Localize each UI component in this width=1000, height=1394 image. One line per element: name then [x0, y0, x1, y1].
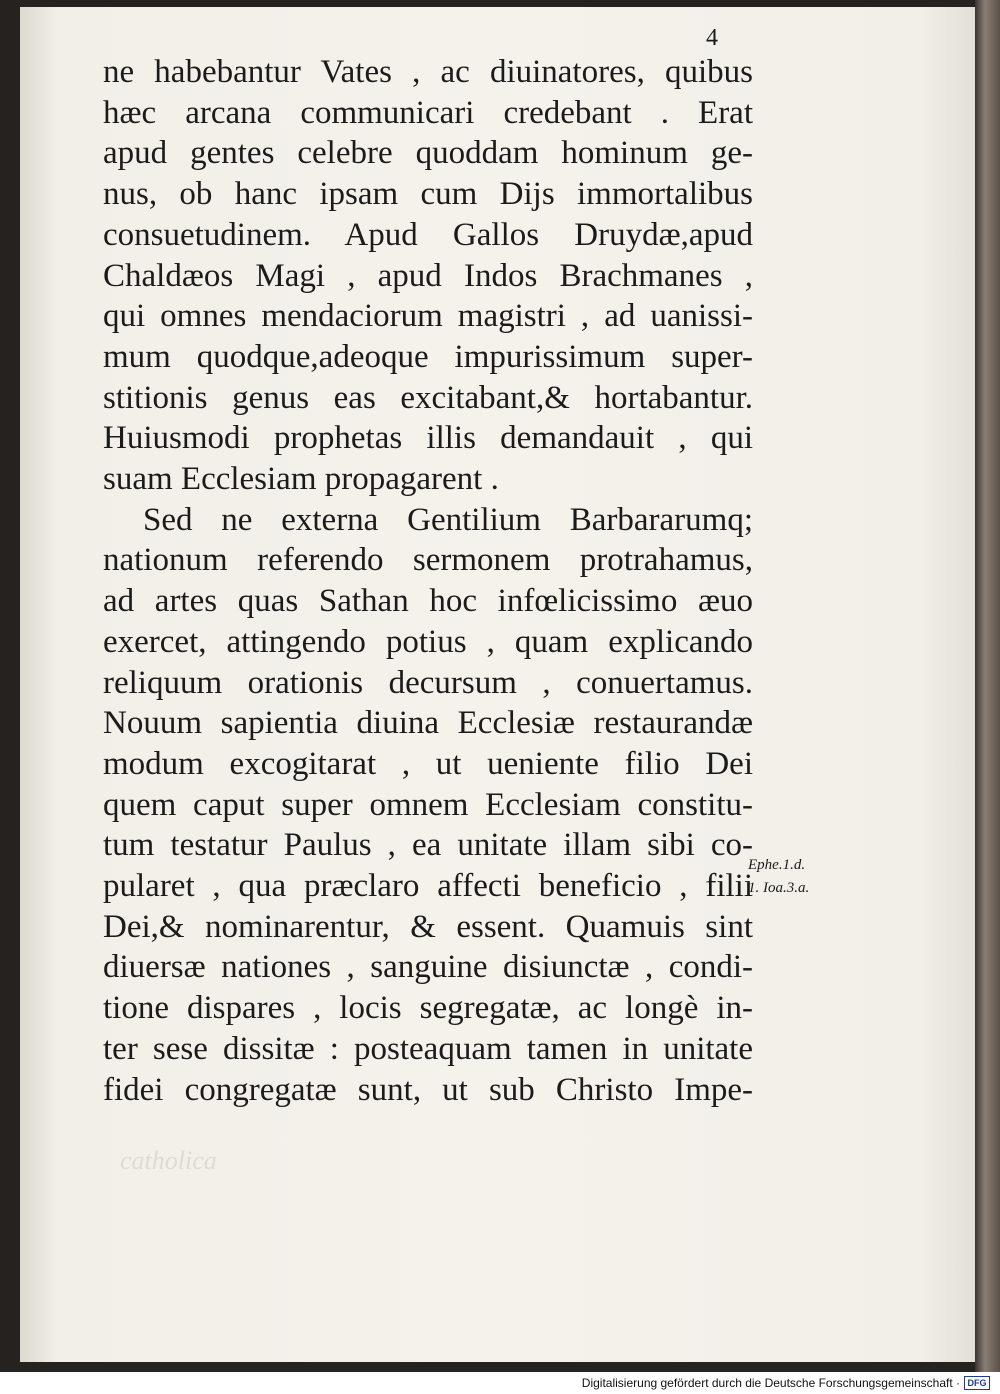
text-line: Dei,& nominarentur, & essent. Quamuis sint [103, 908, 753, 945]
text-line: Huiusmodi prophetas illis demandauit , qui [103, 420, 753, 457]
text-line: tione dispares , locis segregatæ, ac longè in- [103, 990, 753, 1027]
text-line: nationum referendo sermonem protrahamus, [103, 542, 753, 579]
text-line: ne habebantur Vates , ac diuinatores, quibus [103, 54, 753, 90]
text-line: modum excogitarat , ut ueniente filio Dei [103, 745, 753, 782]
text-line: mum quodque,adeoque impurissimum super- [103, 338, 753, 375]
text-line: hæc arcana communicari credebant . Erat [103, 94, 753, 131]
text-line: fidei congregatæ sunt, ut sub Christo Impe- [103, 1071, 753, 1108]
body-text [103, 52, 753, 1110]
show-through-text: catholica [120, 1146, 217, 1175]
text-line: qui omnes mendaciorum magistri , ad uanissi- [103, 298, 753, 335]
text-line: reliquum orationis decursum , conuertamus. [103, 664, 753, 701]
text-line: nus, ob hanc ipsam cum Dijs immortalibus [103, 176, 753, 213]
text-line: Nouum sapientia diuina Ecclesiæ restaurandæ [103, 705, 753, 742]
text-line: diuersæ nationes , sanguine disiunctæ , condi- [103, 949, 753, 986]
text-line: ad artes quas Sathan hoc infœlicissimo æuo [103, 583, 753, 620]
book-edge [975, 0, 1000, 1372]
text-line: pularet , qua præclaro affecti beneficio , filii [103, 868, 753, 905]
text-line: stitionis genus eas excitabant,& hortabantur. [103, 379, 753, 416]
text-line: suam Ecclesiam propagarent . [103, 461, 499, 498]
text-line: ter sese dissitæ : posteaquam tamen in unitate [103, 1030, 753, 1067]
marginal-note: 1. Ioa.3.a. [748, 880, 810, 896]
dfg-logo: DFG [964, 1376, 990, 1390]
text-line: Chaldæos Magi , apud Indos Brachmanes , [103, 257, 753, 294]
text-line: apud gentes celebre quoddam hominum ge- [103, 135, 753, 172]
text-line: exercet, attingendo potius , quam explicando [103, 623, 753, 660]
digitization-credit: Digitalisierung gefördert durch die Deutsche Forschungsgemeinschaft · [581, 1376, 960, 1390]
text-line: consuetudinem. Apud Gallos Druydæ,apud [103, 216, 753, 253]
marginal-note: Ephe.1.d. [748, 857, 806, 873]
text-line: quem caput super omnem Ecclesiam constitu- [103, 786, 753, 823]
page-number: 4 [706, 25, 718, 51]
text-line: tum testatur Paulus , ea unitate illam sibi co- [103, 827, 753, 864]
paragraph-first-line: Sed ne externa Gentilium Barbararumq; [143, 501, 753, 538]
